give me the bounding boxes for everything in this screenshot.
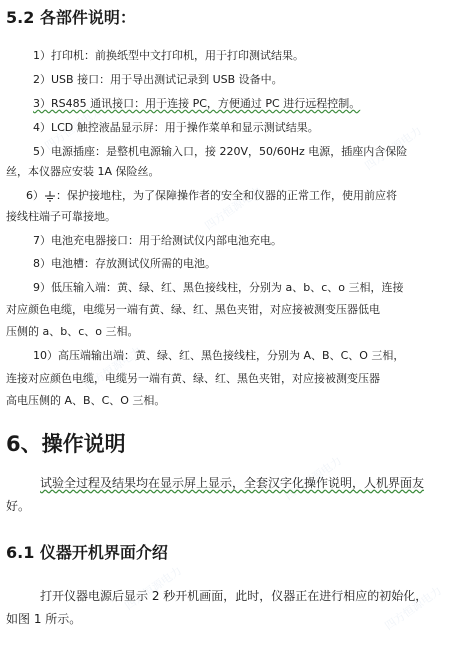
item-lcd: 4）LCD 触控液晶显示屏：用于操作菜单和显示测试结果。 bbox=[33, 121, 319, 134]
section-heading-5-2: 5.2 各部件说明： bbox=[6, 8, 136, 27]
section-6-1-paragraph-2: 如图 1 所示。 bbox=[6, 612, 82, 626]
watermark: 四方恒源电力 bbox=[382, 584, 445, 633]
item-high-voltage-2: 连接对应颜色电缆，电缆另一端有黄、绿、红、黑色夹钳，对应接被测变压器 bbox=[6, 372, 380, 385]
item-low-voltage-2: 对应颜色电缆，电缆另一端有黄、绿、红、黑色夹钳，对应接被测变压器低电 bbox=[6, 303, 380, 316]
watermark: 四方恒源电力 bbox=[282, 454, 345, 503]
watermark: 四方恒源电力 bbox=[82, 344, 145, 393]
watermark: 四方恒源电力 bbox=[42, 104, 105, 153]
item-charger: 7）电池充电器接口：用于给测试仪内部电池充电。 bbox=[33, 234, 282, 247]
section-6-paragraph-1-text: 试验全过程及结果均在显示屏上显示，全套汉字化操作说明，人机界面友 bbox=[40, 476, 425, 490]
item-power-2: 丝，本仪器应安装 1A 保险丝。 bbox=[6, 165, 160, 178]
item-low-voltage-3: 压侧的 a、b、c、o 三相。 bbox=[6, 325, 139, 338]
section-heading-6: 6、操作说明 bbox=[6, 432, 126, 456]
item-ground-1 bbox=[26, 189, 397, 203]
section-6-1-paragraph-1: 打开仪器电源后显示 2 秒开机画面，此时，仪器正在进行相应的初始化， bbox=[40, 589, 428, 603]
item-printer: 1）打印机：前换纸型中文打印机，用于打印测试结果。 bbox=[33, 49, 304, 62]
item-battery: 8）电池槽：存放测试仪所需的电池。 bbox=[33, 257, 216, 270]
item-low-voltage-1: 9）低压输入端：黄、绿、红、黑色接线柱，分别为 a、b、c、o 三相，连接 bbox=[33, 281, 404, 294]
section-6-paragraph-2: 好。 bbox=[6, 499, 31, 513]
item-rs485-text: 3）RS485 通讯接口：用于连接 PC，方便通过 PC 进行远程控制。 bbox=[33, 97, 361, 110]
watermark: 四方恒源电力 bbox=[362, 124, 425, 173]
item-ground-num: 6） bbox=[26, 189, 44, 202]
section-heading-6-1: 6.1 仪器开机界面介绍 bbox=[6, 543, 168, 562]
item-high-voltage-1: 10）高压端输出端：黄、绿、红、黑色接线柱，分别为 A、B、C、O 三相， bbox=[33, 349, 405, 362]
item-power-1: 5）电源插座：是整机电源输入口，接 220V，50/60Hz 电源，插座内含保险 bbox=[33, 145, 408, 158]
item-usb: 2）USB 接口：用于导出测试记录到 USB 设备中。 bbox=[33, 73, 283, 86]
ground-icon bbox=[44, 191, 56, 202]
watermark: 四方恒源电力 bbox=[122, 564, 185, 613]
item-ground-text: ：保护接地柱，为了保障操作者的安全和仪器的正常工作，使用前应将 bbox=[56, 189, 397, 202]
section-6-paragraph-1 bbox=[40, 476, 424, 490]
item-ground-2: 接线柱端子可靠接地。 bbox=[6, 210, 116, 223]
item-high-voltage-3: 高电压侧的 A、B、C、O 三相。 bbox=[6, 394, 166, 407]
item-rs485 bbox=[33, 97, 360, 111]
watermark: 四方恒源电力 bbox=[202, 184, 265, 233]
